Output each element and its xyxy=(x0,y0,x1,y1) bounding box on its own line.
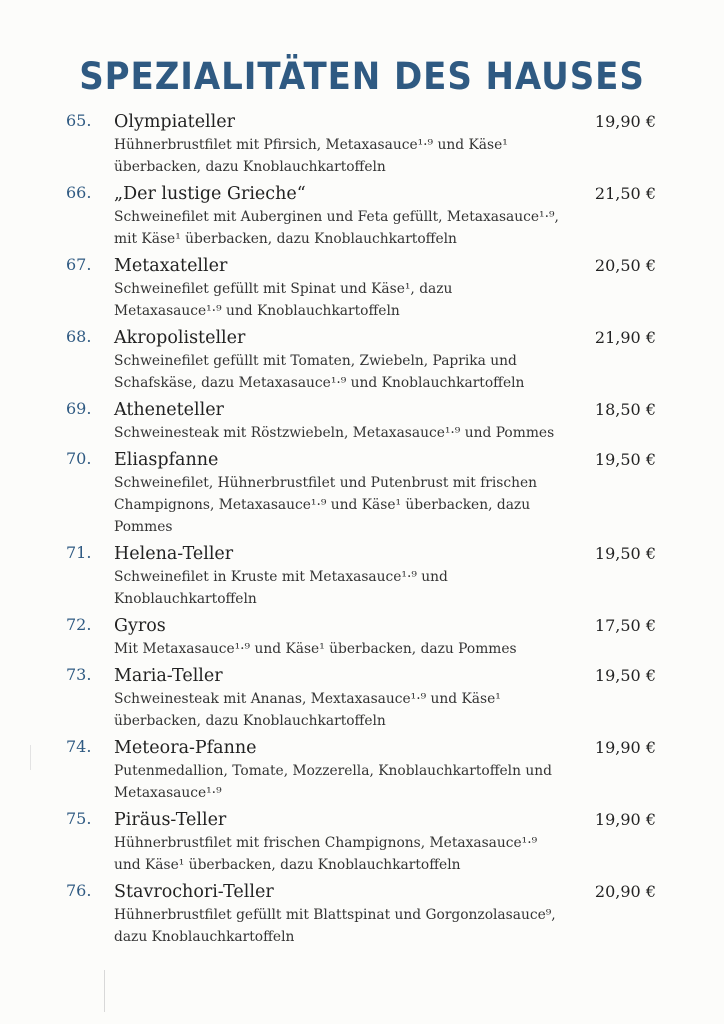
item-description: Putenmedallion, Tomate, Mozzerella, Knoblauchkartoffeln und Metaxasauce¹·⁹ xyxy=(114,763,552,801)
item-number: 68. xyxy=(66,327,92,346)
menu-item xyxy=(0,614,724,660)
item-name: Atheneteller xyxy=(114,400,224,420)
page-title: SPEZIALITÄTEN DES HAUSES xyxy=(79,55,645,98)
item-price: 19,90 € xyxy=(594,810,656,829)
menu-item xyxy=(0,880,724,948)
menu-item xyxy=(0,664,724,732)
scan-artifact-line xyxy=(30,745,31,770)
menu-item xyxy=(0,110,724,178)
item-number: 72. xyxy=(66,615,92,634)
scan-artifact-line xyxy=(104,970,105,1012)
menu-item xyxy=(0,736,724,804)
menu-item xyxy=(0,808,724,876)
item-description: Schweinesteak mit Ananas, Mextaxasauce¹·⁹ und Käse¹ überbacken, dazu Knoblauchkartoffeln xyxy=(114,691,501,729)
menu-item xyxy=(0,254,724,322)
menu-item xyxy=(0,542,724,610)
item-price: 19,50 € xyxy=(594,450,656,469)
item-name: Olympiateller xyxy=(114,112,235,132)
item-price: 20,50 € xyxy=(594,256,656,275)
item-number: 71. xyxy=(66,543,92,562)
menu-item xyxy=(0,326,724,394)
item-description: Hühnerbrustfilet mit Pfirsich, Metaxasauce¹·⁹ und Käse¹ überbacken, dazu Knoblauchkartoffeln xyxy=(114,137,508,175)
item-price: 18,50 € xyxy=(594,400,656,419)
item-name: Metaxateller xyxy=(114,256,228,276)
item-number: 69. xyxy=(66,399,92,418)
item-number: 76. xyxy=(66,881,92,900)
item-name: Piräus-Teller xyxy=(114,810,227,830)
item-name: Helena-Teller xyxy=(114,544,234,564)
item-description: Schweinefilet mit Auberginen und Feta gefüllt, Metaxasauce¹·⁹, mit Käse¹ überbacken, dazu Knoblauchkartoffeln xyxy=(114,209,559,247)
item-price: 19,90 € xyxy=(594,112,656,131)
item-price: 17,50 € xyxy=(594,616,656,635)
item-price: 20,90 € xyxy=(594,882,656,901)
item-name: Meteora-Pfanne xyxy=(114,738,257,758)
item-name: Maria-Teller xyxy=(114,666,223,686)
item-name: Akropolisteller xyxy=(114,328,246,348)
item-price: 19,50 € xyxy=(594,544,656,563)
item-price: 21,90 € xyxy=(594,328,656,347)
item-number: 66. xyxy=(66,183,92,202)
item-price: 21,50 € xyxy=(594,184,656,203)
menu-list xyxy=(0,110,724,952)
item-name: Eliaspfanne xyxy=(114,450,219,470)
item-description: Schweinefilet, Hühnerbrustfilet und Putenbrust mit frischen Champignons, Metaxasauce¹·⁹ und Käse¹ überbacken, dazu Pommes xyxy=(114,475,538,535)
item-description: Schweinefilet in Kruste mit Metaxasauce¹·⁹ und Knoblauchkartoffeln xyxy=(114,569,448,607)
item-number: 74. xyxy=(66,737,92,756)
item-number: 73. xyxy=(66,665,92,684)
item-name: „Der lustige Grieche“ xyxy=(114,184,306,204)
item-price: 19,90 € xyxy=(594,738,656,757)
item-number: 70. xyxy=(66,449,92,468)
item-number: 65. xyxy=(66,111,92,130)
item-description: Schweinesteak mit Röstzwiebeln, Metaxasauce¹·⁹ und Pommes xyxy=(114,425,555,441)
item-description: Hühnerbrustfilet mit frischen Champignons, Metaxasauce¹·⁹ und Käse¹ überbacken, dazu Knoblauchkartoffeln xyxy=(114,835,538,873)
item-description: Schweinefilet gefüllt mit Tomaten, Zwiebeln, Paprika und Schafskäse, dazu Metaxasauce¹·⁹ und Knoblauchkartoffeln xyxy=(114,353,525,391)
menu-item xyxy=(0,448,724,538)
item-number: 75. xyxy=(66,809,92,828)
menu-item xyxy=(0,182,724,250)
item-name: Stavrochori-Teller xyxy=(114,882,274,902)
item-description: Schweinefilet gefüllt mit Spinat und Käse¹, dazu Metaxasauce¹·⁹ und Knoblauchkartoffeln xyxy=(114,281,453,319)
item-description: Mit Metaxasauce¹·⁹ und Käse¹ überbacken, dazu Pommes xyxy=(114,641,517,657)
item-number: 67. xyxy=(66,255,92,274)
item-name: Gyros xyxy=(114,616,166,636)
item-price: 19,50 € xyxy=(594,666,656,685)
menu-item xyxy=(0,398,724,444)
item-description: Hühnerbrustfilet gefüllt mit Blattspinat und Gorgonzolasauce⁹, dazu Knoblauchkartoffeln xyxy=(114,907,556,945)
